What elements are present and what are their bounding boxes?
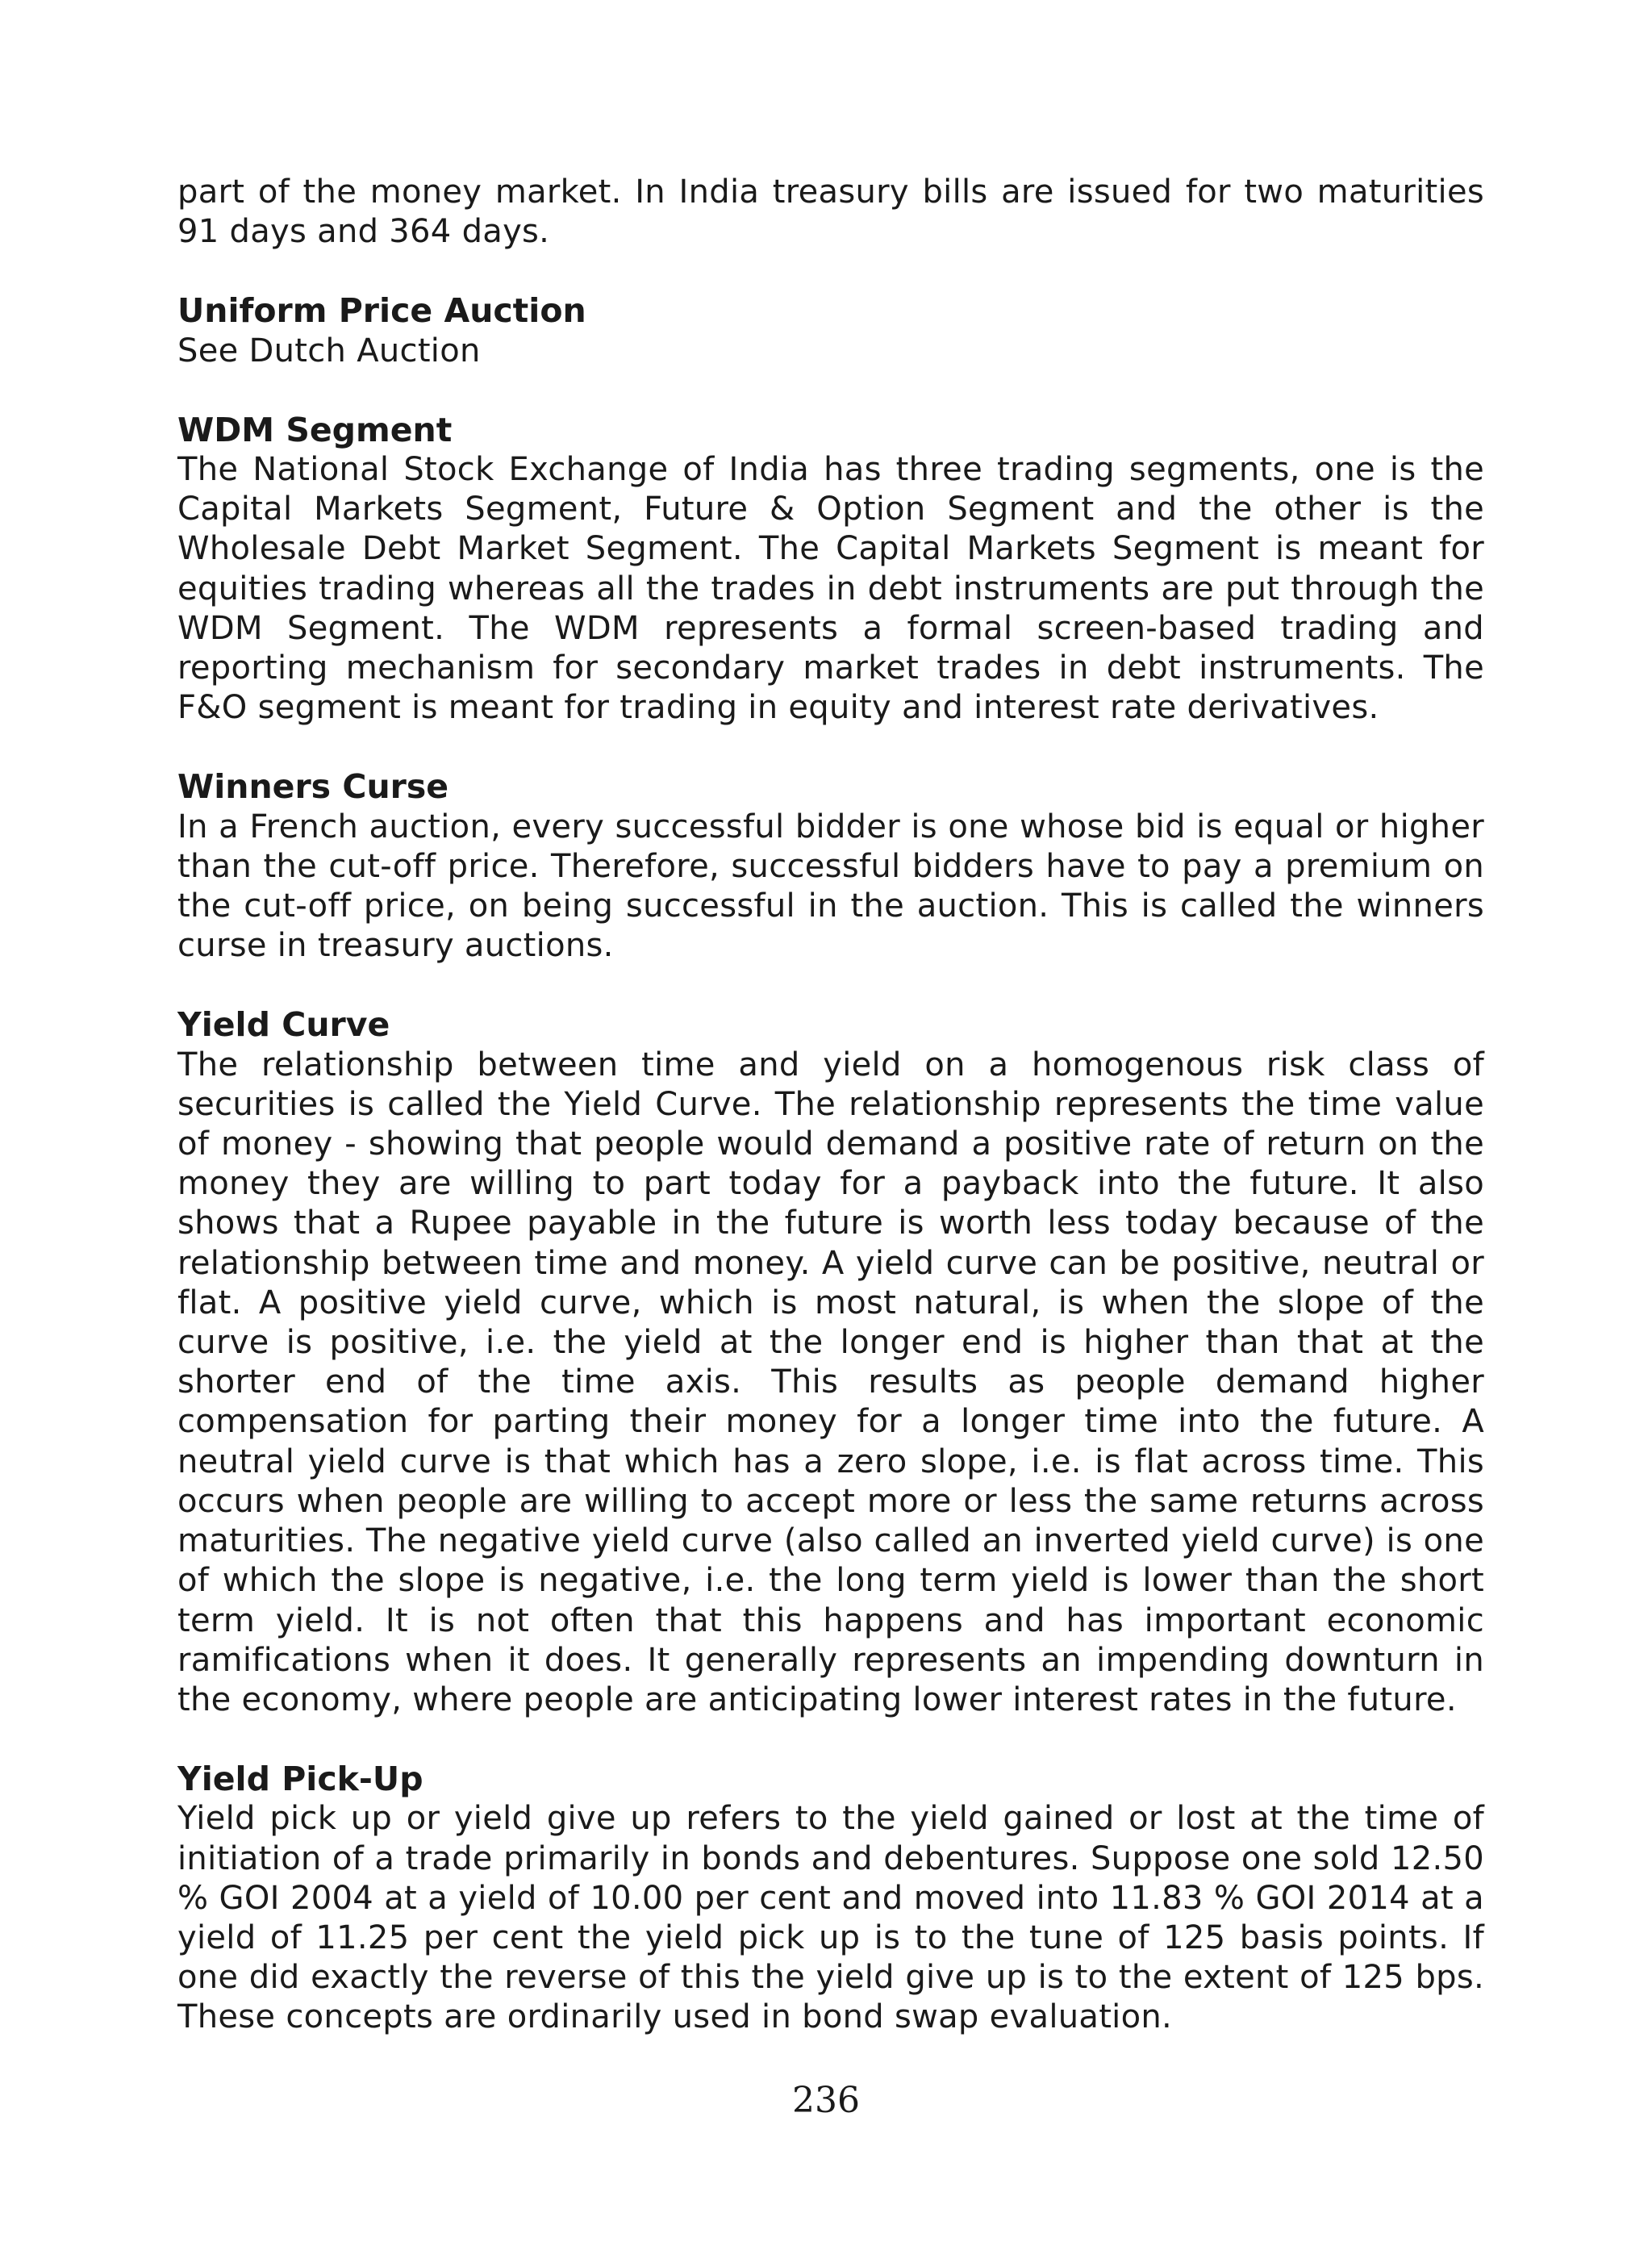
entry-title: Yield Pick-Up — [177, 1760, 423, 1799]
page-number: 236 — [792, 2080, 860, 2121]
entry-uniform-price-auction — [177, 291, 1484, 370]
entry-body: The relationship between time and yield on a homogenous risk class of securities is called the Yield Curve. The relationship represents the time value of money - showing that people would demand a positive rate of return on the money they are willing to part today for a payback into the future. It also shows that a Rupee payable in the future is worth less today because of the relationship between time and money. A yield curve can be positive, neutral or flat. A positive yield curve, which is most natural, is when the slope of the curve is positive, i.e. the yield at the longer end is higher than that at the shorter end of the time axis. This results as people demand higher compensation for parting their money for a longer time into the future. A neutral yield curve is that which has a zero slope, i.e. is flat across time. This occurs when people are willing to accept more or less the same returns across maturities. The negative yield curve (also called an inverted yield curve) is one of which the slope is negative, i.e. the long term yield is lower than the short term yield. It is not often that this happens and has important economic ramifications when it does. It generally represents an impending downturn in the economy, where people are anticipating lower interest rates in the future. — [177, 1046, 1484, 1718]
entry-body: In a French auction, every successful bidder is one whose bid is equal or higher than the cut-off price. Therefore, successful bidders have to pay a premium on the cut-off price, on being successful in the auction. This is called the winners curse in treasury auctions. — [177, 808, 1484, 965]
entry-wdm-segment — [177, 411, 1484, 729]
entry-title: Winners Curse — [177, 767, 449, 807]
entry-body: The National Stock Exchange of India has three trading segments, one is the Capital Markets Segment, Future & Option Segment and the other is the Wholesale Debt Market Segment. The Capital Markets Segment is meant for equities trading whereas all the trades in debt instruments are put through the WDM Segment. The WDM represents a formal screen-based trading and reporting mechanism for secondary market trades in debt instruments. The F&O segment is meant for trading in equity and interest rate derivatives. — [177, 451, 1484, 727]
entry-winners-curse — [177, 767, 1484, 966]
entry-body: See Dutch Auction — [177, 332, 481, 369]
continuation-paragraph: part of the money market. In India treasury bills are issued for two maturities 91 days and 364 days. — [177, 173, 1484, 251]
page-body — [177, 173, 1484, 2038]
entry-title: WDM Segment — [177, 410, 453, 449]
entry-body: Yield pick up or yield give up refers to the yield gained or lost at the time of initiation of a trade primarily in bonds and debentures. Suppose one sold 12.50 % GOI 2004 at a yield of 10.00 per cent and moved into 11.83 % GOI 2014 at a yield of 11.25 per cent the yield pick up is to the tune of 125 basis points. If one did exactly the reverse of this the yield give up is to the extent of 125 bps. These concepts are ordinarily used in bond swap evaluation. — [177, 1800, 1484, 2036]
entry-title: Yield Curve — [177, 1005, 390, 1045]
entry-yield-pick-up — [177, 1760, 1484, 2037]
entry-title: Uniform Price Auction — [177, 291, 586, 331]
entry-yield-curve — [177, 1005, 1484, 1720]
